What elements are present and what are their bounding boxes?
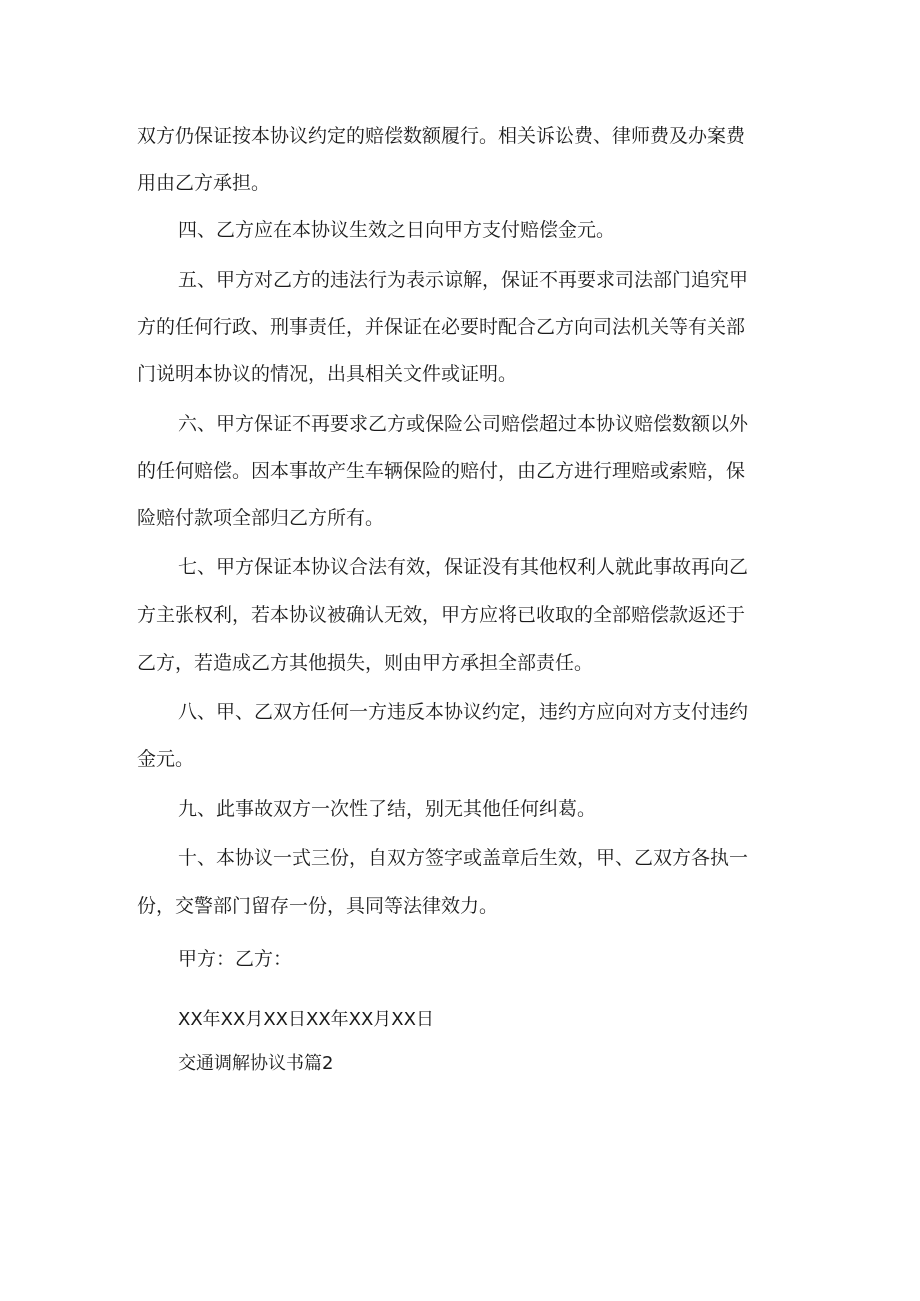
date-line: XX年XX月XX日XX年XX月XX日 [178, 1009, 434, 1030]
clause-6-line-1: 六、甲方保证不再要求乙方或保险公司赔偿超过本协议赔偿数额以外 [178, 413, 749, 435]
clause-6-line-2: 的任何赔偿。因本事故产生车辆保险的赔付，由乙方进行理赔或索赔，保 [137, 460, 746, 482]
clause-5-line-2: 方的任何行政、刑事责任，并保证在必要时配合乙方向司法机关等有关部 [137, 316, 746, 338]
clause-9: 九、此事故双方一次性了结，别无其他任何纠葛。 [178, 798, 597, 820]
clause-7-line-2: 方主张权利，若本协议被确认无效，甲方应将已收取的全部赔偿款返还于 [137, 604, 746, 626]
clause-4: 四、乙方应在本协议生效之日向甲方支付赔偿金元。 [178, 219, 616, 241]
clause-6-line-3: 险赔付款项全部归乙方所有。 [137, 507, 385, 529]
clause-8-line-2: 金元。 [137, 748, 195, 770]
clause-7-line-1: 七、甲方保证本协议合法有效，保证没有其他权利人就此事故再向乙 [178, 556, 749, 578]
next-section-title: 交通调解协议书篇2 [178, 1053, 334, 1074]
signature-line: 甲方：乙方： [178, 948, 293, 970]
clause-5-line-3: 门说明本协议的情况，出具相关文件或证明。 [137, 363, 518, 385]
clause-5-line-1: 五、甲方对乙方的违法行为表示谅解，保证不再要求司法部门追究甲 [178, 269, 749, 291]
clause-10-line-2: 份，交警部门留存一份，具同等法律效力。 [137, 895, 499, 917]
clause-7-line-3: 乙方，若造成乙方其他损失，则由甲方承担全部责任。 [137, 652, 594, 674]
clause-8-line-1: 八、甲、乙双方任何一方违反本协议约定，违约方应向对方支付违约 [178, 701, 749, 723]
paragraph-3-line-2: 双方仍保证按本协议约定的赔偿数额履行。相关诉讼费、律师费及办案费 [137, 125, 746, 147]
clause-10-line-1: 十、本协议一式三份，自双方签字或盖章后生效，甲、乙双方各执一 [178, 847, 749, 869]
paragraph-3-line-3: 用由乙方承担。 [137, 172, 271, 194]
